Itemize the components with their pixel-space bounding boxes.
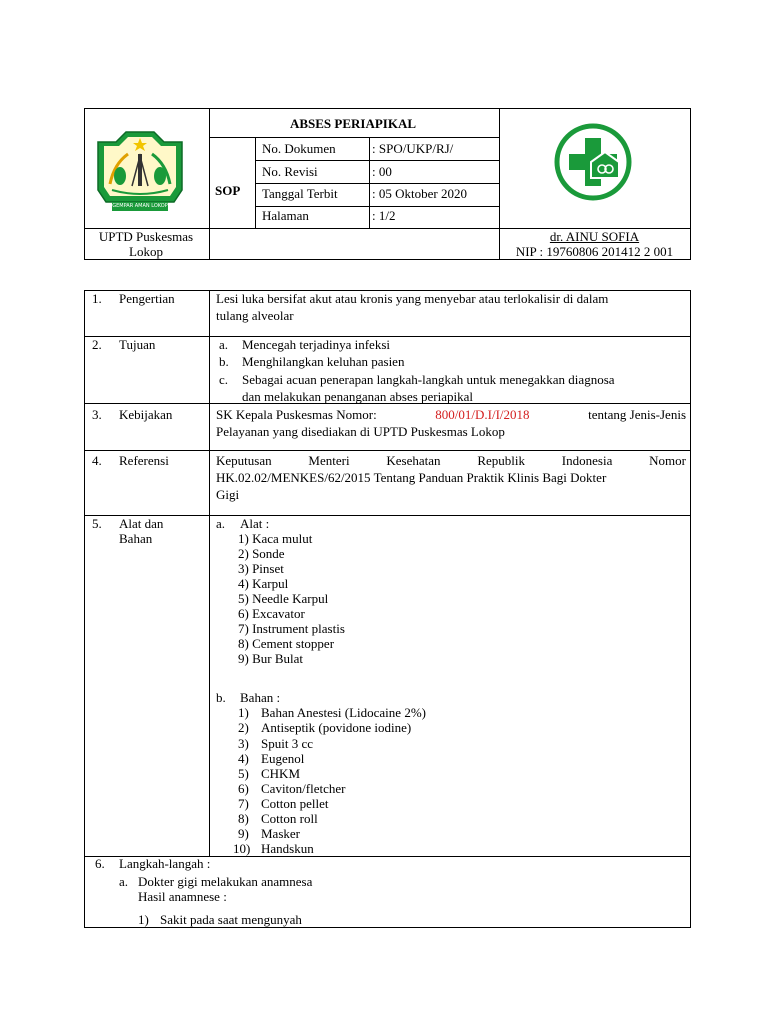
sop-label: SOP <box>215 183 241 198</box>
district-logo <box>92 128 188 214</box>
referensi-line1: Keputusan Menteri Kesehatan Republik Indonesia Nomor <box>216 453 686 468</box>
hasil-anamnese-label: Hasil anamnese : <box>138 889 227 904</box>
alat-item: 3) Pinset <box>238 561 284 576</box>
bahan-item: Bahan Anestesi (Lidocaine 2%) <box>261 705 426 720</box>
langkah-a-text: Dokter gigi melakukan anamnesa <box>138 874 313 889</box>
kebijakan-sk-text: SK Kepala Puskesmas Nomor: <box>216 407 377 422</box>
alat-item: 5) Needle Karpul <box>238 591 329 606</box>
section-3-number: 3. <box>92 407 102 422</box>
tujuan-c-continued: dan melakukan penanganan abses periapikal <box>242 389 474 404</box>
tujuan-b-text: Menghilangkan keluhan pasien <box>242 354 405 369</box>
field-label-no-revisi: No. Revisi <box>262 164 318 179</box>
kebijakan-sk-subject: tentang Jenis-Jenis <box>588 407 686 422</box>
field-value-no-dokumen: : SPO/UKP/RJ/ <box>372 141 454 156</box>
section-6-label: Langkah-langah : <box>119 856 211 871</box>
referensi-line2: HK.02.02/MENKES/62/2015 Tentang Panduan Praktik Klinis Bagi Dokter <box>216 470 607 485</box>
alat-item: 7) Instrument plastis <box>238 621 345 636</box>
tujuan-a-text: Mencegah terjadinya infeksi <box>242 337 390 352</box>
field-value-tanggal-terbit: : 05 Oktober 2020 <box>372 186 467 201</box>
pengertian-line2: tulang alveolar <box>216 308 294 323</box>
bahan-item: Caviton/fletcher <box>261 781 346 796</box>
anamnese-step-number: 1) <box>138 912 149 927</box>
alat-item: 8) Cement stopper <box>238 636 335 651</box>
bahan-number: 9) <box>238 826 249 841</box>
bahan-item: Eugenol <box>261 751 305 766</box>
bahan-item: Cotton roll <box>261 811 318 826</box>
section-5-label-line1: Alat dan <box>119 516 164 531</box>
bahan-number: 7) <box>238 796 249 811</box>
bahan-number: 5) <box>238 766 249 781</box>
bahan-title: Bahan : <box>240 690 281 705</box>
signer-name: dr. AINU SOFIA <box>549 229 640 244</box>
bahan-number: 3) <box>238 736 249 751</box>
field-label-halaman: Halaman <box>262 208 309 223</box>
alat-title: Alat : <box>240 516 270 531</box>
kebijakan-line1 <box>216 407 686 422</box>
tujuan-c-text: Sebagai acuan penerapan langkah-langkah untuk menegakkan diagnosa <box>242 372 615 387</box>
bahan-item: Spuit 3 cc <box>261 736 313 751</box>
org-name-line1: UPTD Puskesmas <box>98 229 194 244</box>
tujuan-b-mark: b. <box>219 354 229 369</box>
section-2-number: 2. <box>92 337 102 352</box>
alat-item: 2) Sonde <box>238 546 285 561</box>
anamnese-step-text: Sakit pada saat mengunyah <box>160 912 302 927</box>
bahan-number: 10) <box>233 841 251 856</box>
field-value-halaman: : 1/2 <box>372 208 396 223</box>
section-5-label-line2: Bahan <box>119 531 153 546</box>
field-label-no-dokumen: No. Dokumen <box>262 141 336 156</box>
langkah-a-mark: a. <box>119 874 129 889</box>
bahan-item: Antiseptik (povidone iodine) <box>261 720 412 735</box>
bahan-item: Handskun <box>261 841 314 856</box>
bahan-number: 4) <box>238 751 249 766</box>
field-value-no-revisi: : 00 <box>372 164 392 179</box>
bahan-item: CHKM <box>261 766 301 781</box>
section-6-number: 6. <box>95 856 105 871</box>
bahan-item: Cotton pellet <box>261 796 329 811</box>
section-2-label: Tujuan <box>119 337 156 352</box>
alat-item: 9) Bur Bulat <box>238 651 303 666</box>
document-title: ABSES PERIAPIKAL <box>289 116 417 131</box>
section-4-label: Referensi <box>119 453 169 468</box>
bahan-number: 1) <box>238 705 249 720</box>
org-name-line2: Lokop <box>129 244 163 259</box>
section-5-number: 5. <box>92 516 102 531</box>
alat-mark: a. <box>216 516 226 531</box>
alat-item: 1) Kaca mulut <box>238 531 313 546</box>
bahan-number: 2) <box>238 720 249 735</box>
section-1-number: 1. <box>92 291 102 306</box>
logo-banner-text: GEMPAR AMAN LOKOP <box>112 203 168 209</box>
tujuan-c-mark: c. <box>219 372 229 387</box>
signer-nip: NIP : 19760806 201412 2 001 <box>515 244 674 259</box>
kebijakan-line2: Pelayanan yang disediakan di UPTD Puskesmas Lokop <box>216 424 505 439</box>
bahan-item: Masker <box>261 826 300 841</box>
bahan-mark: b. <box>216 690 226 705</box>
pengertian-line1: Lesi luka bersifat akut atau kronis yang menyebar atau terlokalisir di dalam <box>216 291 609 306</box>
alat-item: 4) Karpul <box>238 576 289 591</box>
bahan-number: 6) <box>238 781 249 796</box>
referensi-line3: Gigi <box>216 487 240 502</box>
tujuan-a-mark: a. <box>219 337 229 352</box>
bahan-number: 8) <box>238 811 249 826</box>
section-4-number: 4. <box>92 453 102 468</box>
kebijakan-sk-number: 800/01/D.I/I/2018 <box>435 407 530 422</box>
section-3-label: Kebijakan <box>119 407 173 422</box>
section-1-label: Pengertian <box>119 291 175 306</box>
alat-item: 6) Excavator <box>238 606 305 621</box>
puskesmas-logo <box>553 122 633 202</box>
field-label-tanggal-terbit: Tanggal Terbit <box>262 186 338 201</box>
